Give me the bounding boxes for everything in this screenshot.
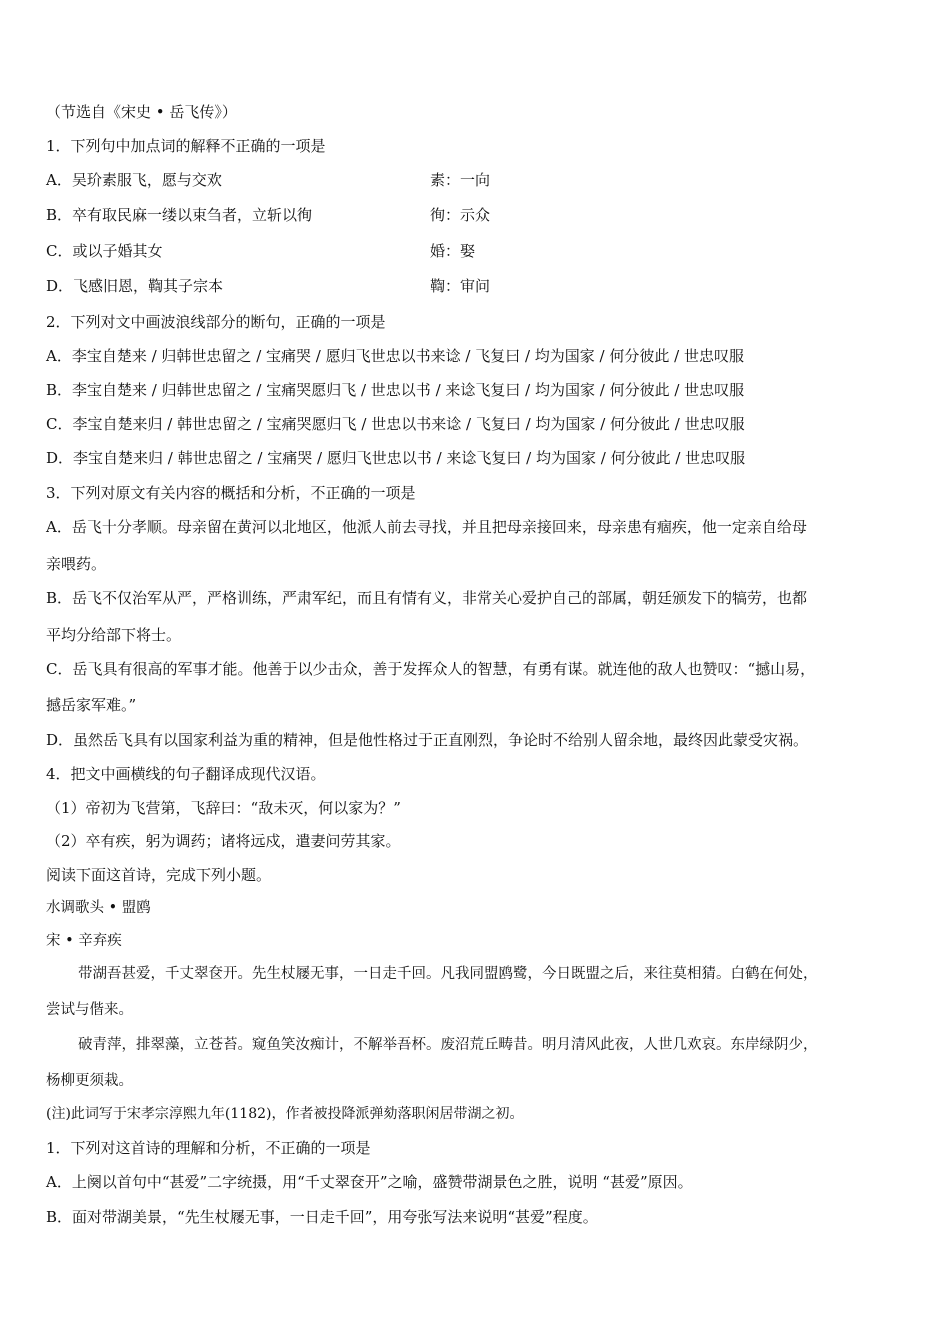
question-3-option-a: A．岳飞十分孝顺。母亲留在黄河以北地区，他派人前去寻找，并且把母亲接回来，母亲患有痼疾，他一定亲自给母 bbox=[46, 518, 807, 536]
option-text: B．卒有取民麻一缕以束刍者，立斩以徇 bbox=[46, 206, 313, 224]
question-2-option-b: B．李宝自楚来 / 归韩世忠留之 / 宝痛哭愿归飞 / 世忠以书 / 来谂飞复曰 / 均为国家 / 何分彼此 / 世忠叹服 bbox=[46, 381, 745, 399]
question-3-option-b-cont: 平均分给部下将士。 bbox=[46, 626, 182, 644]
question-2-option-c: C．李宝自楚来归 / 韩世忠留之 / 宝痛哭愿归飞 / 世忠以书来谂 / 飞复曰 / 均为国家 / 何分彼此 / 世忠叹服 bbox=[46, 415, 745, 433]
option-gloss: 婚：娶 bbox=[430, 242, 476, 260]
option-gloss: 素：一向 bbox=[430, 171, 491, 189]
poem-author: 宋 • 辛弃疾 bbox=[46, 933, 122, 949]
poem-stanza-2-cont: 杨柳更须栽。 bbox=[46, 1073, 133, 1089]
question-3-option-b: B．岳飞不仅治军从严，严格训练，严肃军纪，而且有情有义，非常关心爱护自己的部属，朝廷颁发下的犒劳，也都 bbox=[46, 589, 808, 607]
question-3-option-c: C．岳飞具有很高的军事才能。他善于以少击众，善于发挥众人的智慧，有勇有谋。就连他的敌人也赞叹：“撼山易， bbox=[46, 660, 816, 678]
poem-stanza-2: 破青萍，排翠藻，立苍苔。窥鱼笑汝痴计，不解举吾杯。废沼荒丘畴昔。明月清风此夜，人世几欢哀。东岸绿阴少， bbox=[78, 1037, 818, 1053]
question-4-sentence-2: （2）卒有疾，躬为调药；诸将远戍，遣妻问劳其家。 bbox=[46, 832, 401, 850]
question-1-stem: 1．下列句中加点词的解释不正确的一项是 bbox=[46, 137, 326, 155]
poem-stanza-1-cont: 尝试与偕来。 bbox=[46, 1002, 133, 1018]
poem-question-1-stem: 1．下列对这首诗的理解和分析，不正确的一项是 bbox=[46, 1139, 371, 1157]
question-2-option-a: A．李宝自楚来 / 归韩世忠留之 / 宝痛哭 / 愿归飞世忠以书来谂 / 飞复曰 / 均为国家 / 何分彼此 / 世忠叹服 bbox=[46, 347, 744, 365]
poem-question-1-option-a: A．上阕以首句中“甚爱”二字统摄，用“千丈翠奁开”之喻，盛赞带湖景色之胜，说明 “甚爱”原因。 bbox=[46, 1173, 693, 1191]
question-2-option-d: D．李宝自楚来归 / 韩世忠留之 / 宝痛哭 / 愿归飞世忠以书 / 来谂飞复曰 / 均为国家 / 何分彼此 / 世忠叹服 bbox=[46, 449, 746, 467]
question-3-option-c-cont: 撼岳家军难。” bbox=[46, 696, 137, 714]
poem-note: (注)此词写于宋孝宗淳熙九年(1182)，作者被投降派弹劾落职闲居带湖之初。 bbox=[46, 1106, 524, 1122]
option-text: C．或以子婚其女 bbox=[46, 242, 163, 260]
option-text: D．飞感旧恩，鞫其子宗本 bbox=[46, 277, 224, 295]
poem-question-1-option-b: B．面对带湖美景，“先生杖屦无事，一日走千回”，用夸张写法来说明“甚爱”程度。 bbox=[46, 1208, 598, 1226]
question-3-option-d: D．虽然岳飞具有以国家利益为重的精神，但是他性格过于正直刚烈，争论时不给别人留余地，最终因此蒙受灾祸。 bbox=[46, 731, 809, 749]
question-4-stem: 4．把文中画横线的句子翻译成现代汉语。 bbox=[46, 765, 326, 783]
option-text: A．吴玠素服飞，愿与交欢 bbox=[46, 171, 222, 189]
question-1-option-c bbox=[46, 241, 906, 261]
question-1-option-b bbox=[46, 205, 906, 225]
question-4-sentence-1: （1）帝初为飞营第，飞辞曰：“敌未灭，何以家为？” bbox=[46, 799, 401, 817]
question-3-stem: 3．下列对原文有关内容的概括和分析，不正确的一项是 bbox=[46, 484, 416, 502]
question-1-option-d bbox=[46, 276, 906, 296]
source-citation: （节选自《宋史 • 岳飞传》） bbox=[46, 103, 237, 121]
reading-instruction: 阅读下面这首诗，完成下列小题。 bbox=[46, 866, 272, 884]
question-3-option-a-cont: 亲喂药。 bbox=[46, 555, 107, 573]
option-gloss: 徇：示众 bbox=[430, 206, 491, 224]
poem-stanza-1: 带湖吾甚爱，千丈翠奁开。先生杖屦无事，一日走千回。凡我同盟鸥鹭，今日既盟之后，来往莫相猜。白鹤在何处， bbox=[78, 966, 818, 982]
poem-title: 水调歌头 • 盟鸥 bbox=[46, 900, 151, 916]
question-2-stem: 2．下列对文中画波浪线部分的断句，正确的一项是 bbox=[46, 313, 386, 331]
option-gloss: 鞫：审问 bbox=[430, 277, 491, 295]
question-1-option-a bbox=[46, 170, 906, 190]
